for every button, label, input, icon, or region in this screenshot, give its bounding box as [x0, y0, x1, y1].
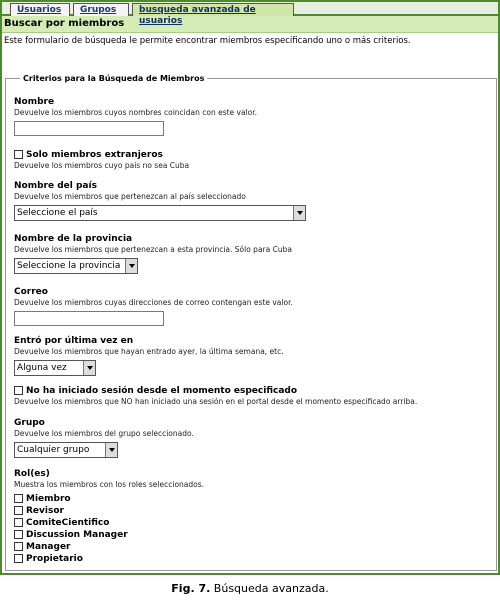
- role-item: [14, 493, 484, 505]
- ultima-block: [14, 336, 484, 376]
- nombre-block: [14, 97, 484, 136]
- grupo-selected: Cualquier grupo: [17, 445, 90, 455]
- provincia-selected: Seleccione la provincia: [17, 261, 121, 271]
- figure-caption: [0, 582, 500, 595]
- role-label: Miembro: [26, 494, 71, 504]
- correo-desc: Devuelve los miembros cuyas direcciones de correo contengan este valor.: [14, 298, 293, 307]
- role-checkbox-revisor[interactable]: [14, 506, 23, 515]
- tab-busqueda-avanzada[interactable]: busqueda avanzada de usuarios: [132, 3, 294, 16]
- grupo-select[interactable]: [14, 442, 118, 458]
- nombre-input[interactable]: [14, 121, 164, 136]
- role-item: [14, 529, 484, 541]
- pais-select[interactable]: [14, 205, 306, 221]
- nombre-label: Nombre: [14, 97, 55, 107]
- role-item: [14, 541, 484, 553]
- nombre-desc: Devuelve los miembros cuyos nombres coincidan con este valor.: [14, 108, 258, 117]
- role-checkbox-discussion-manager[interactable]: [14, 530, 23, 539]
- extranjeros-label: Solo miembros extranjeros: [26, 150, 163, 160]
- extranjeros-desc: Devuelve los miembros cuyo país no sea Cuba: [14, 161, 190, 170]
- grupo-desc: Devuelve los miembros del grupo seleccionado.: [14, 429, 194, 438]
- correo-input[interactable]: [14, 311, 164, 326]
- chevron-down-icon: [125, 259, 137, 273]
- ultima-selected: Alguna vez: [17, 363, 67, 373]
- ultima-desc: Devuelve los miembros que hayan entrado ayer, la última semana, etc.: [14, 347, 284, 356]
- chevron-down-icon: [83, 361, 95, 375]
- fieldset-legend: Criterios para la Búsqueda de Miembros: [23, 74, 205, 83]
- chevron-down-icon: [105, 443, 117, 457]
- tab-usuarios[interactable]: Usuarios: [10, 3, 70, 16]
- roles-desc: Muestra los miembros con los roles seleccionados.: [14, 480, 205, 489]
- provincia-desc: Devuelve los miembros que pertenezcan a esta provincia. Sólo para Cuba: [14, 245, 292, 254]
- grupo-block: [14, 418, 484, 458]
- provincia-select[interactable]: [14, 258, 138, 274]
- role-checkbox-manager[interactable]: [14, 542, 23, 551]
- provincia-block: [14, 234, 484, 274]
- role-checkbox-miembro[interactable]: [14, 494, 23, 503]
- nosesion-label: No ha iniciado sesión desde el momento especificado: [26, 386, 298, 396]
- extranjeros-block: [14, 149, 484, 171]
- nosesion-desc: Devuelve los miembros que NO han iniciado una sesión en el portal desde el momento especificado arriba.: [14, 397, 418, 406]
- role-label: ComiteCientifico: [26, 518, 110, 528]
- role-checkbox-comite[interactable]: [14, 518, 23, 527]
- role-label: Manager: [26, 542, 71, 552]
- tab-grupos[interactable]: Grupos: [73, 3, 129, 16]
- correo-label: Correo: [14, 287, 48, 297]
- roles-label: Rol(es): [14, 469, 50, 479]
- role-item: [14, 505, 484, 517]
- role-checkbox-propietario[interactable]: [14, 554, 23, 563]
- intro-text: Este formulario de búsqueda le permite encontrar miembros especificando uno o más criterios.: [4, 36, 411, 46]
- role-item: [14, 517, 484, 529]
- figure-text: Búsqueda avanzada.: [213, 582, 329, 595]
- search-criteria-fieldset: [5, 74, 497, 571]
- role-item: [14, 553, 484, 565]
- extranjeros-checkbox[interactable]: [14, 150, 23, 159]
- nosesion-checkbox[interactable]: [14, 386, 23, 395]
- correo-block: [14, 287, 484, 326]
- nosesion-block: [14, 385, 494, 407]
- page-title: Buscar por miembros: [2, 16, 498, 33]
- role-label: Discussion Manager: [26, 530, 128, 540]
- role-label: Revisor: [26, 506, 64, 516]
- pais-block: [14, 181, 484, 221]
- provincia-label: Nombre de la provincia: [14, 234, 133, 244]
- chevron-down-icon: [293, 206, 305, 220]
- grupo-label: Grupo: [14, 418, 45, 428]
- roles-block: [14, 469, 484, 565]
- figure-number: Fig. 7.: [171, 582, 211, 595]
- pais-label: Nombre del país: [14, 181, 97, 191]
- ultima-label: Entró por última vez en: [14, 336, 134, 346]
- pais-desc: Devuelve los miembros que pertenezcan al país seleccionado: [14, 192, 246, 201]
- pais-selected: Seleccione el país: [17, 208, 98, 218]
- ultima-select[interactable]: [14, 360, 96, 376]
- role-label: Propietario: [26, 554, 83, 564]
- roles-list: [14, 493, 484, 565]
